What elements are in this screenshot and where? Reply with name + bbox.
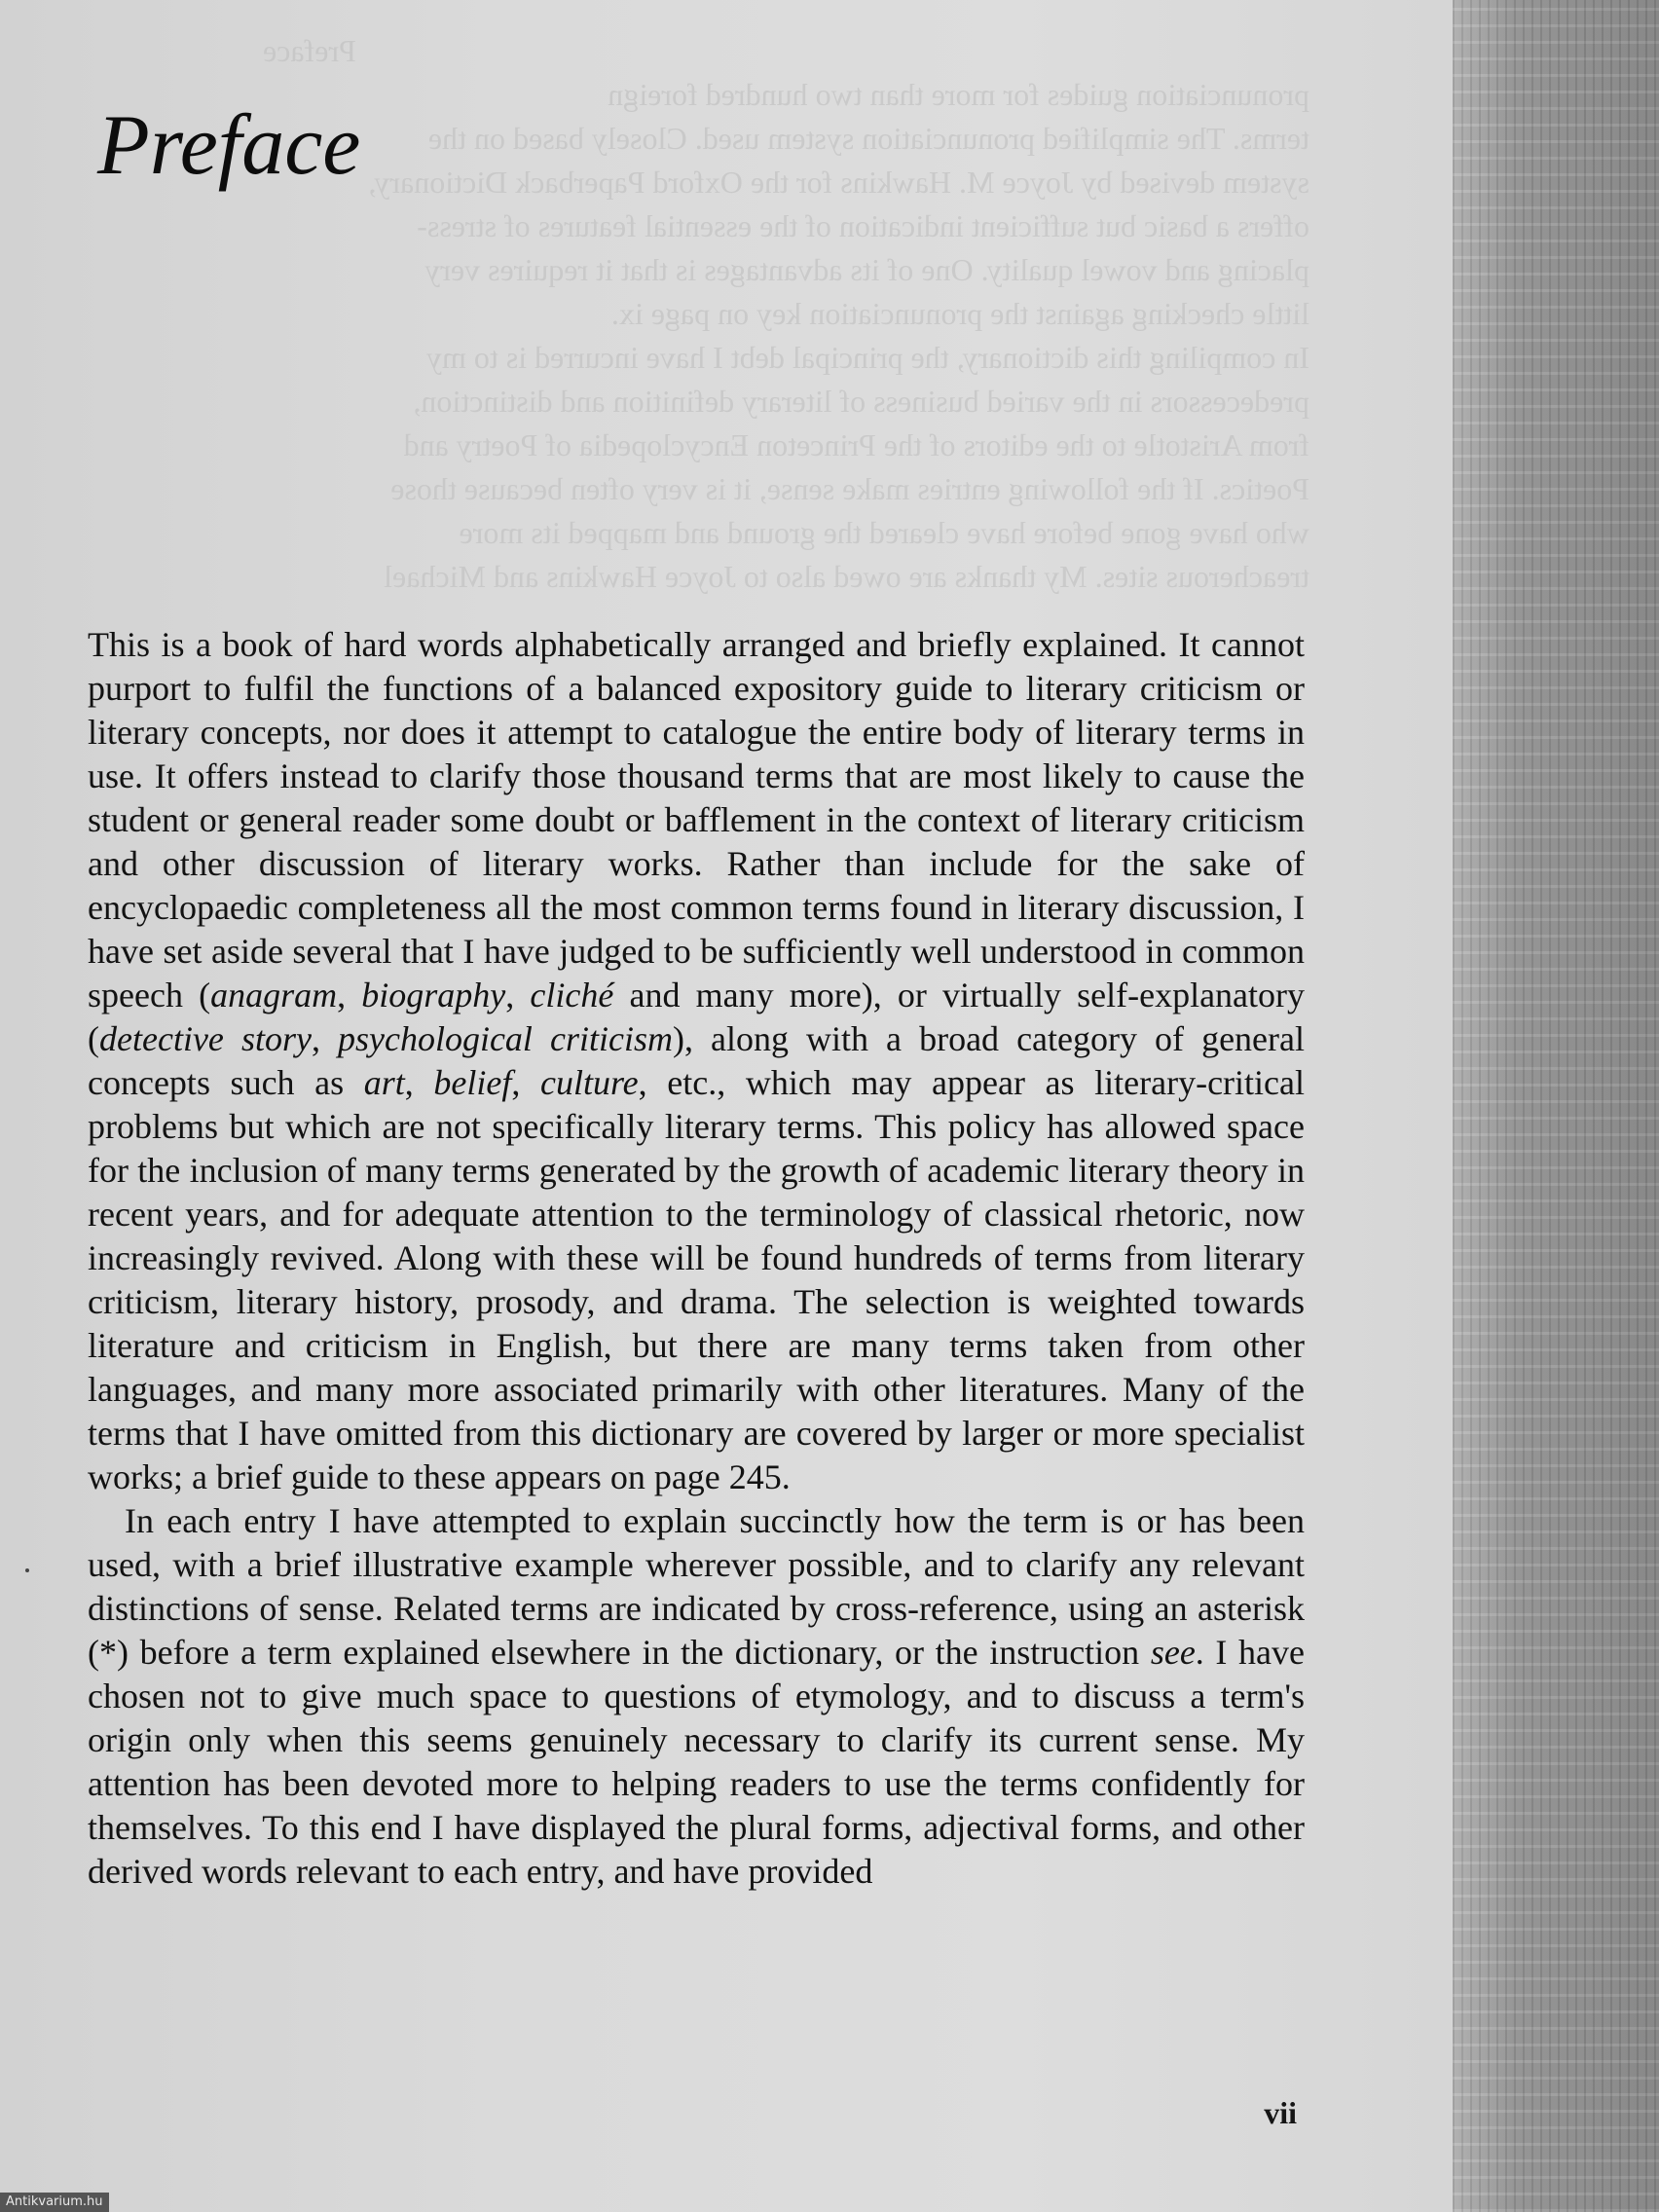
italic-term: psychological criticism <box>337 1019 673 1058</box>
text-run: , <box>311 1019 338 1058</box>
show-through-line: predecessors in the varied business of literary definition and distinction, <box>413 384 1309 419</box>
show-through-line: terms. The simplified pronunciation system used. Closely based on the <box>427 121 1309 156</box>
show-through-lines <box>263 73 1309 599</box>
text-run: , <box>511 1063 540 1102</box>
background-surface <box>1453 0 1659 2212</box>
italic-term: culture <box>540 1063 639 1102</box>
preface-body <box>88 623 1305 1894</box>
page-number: vii <box>1264 2095 1297 2130</box>
italic-term: biography <box>361 976 506 1014</box>
text-run: , etc., which may appear as literary-critical problems but which are not specifically literary terms. This policy has allowed space for the inclusion of many terms generated by the growth of academic literary theory in recent years, and for adequate attention to the terminology of classical rhetoric, now increasingly revived. Along with these will be found hundreds of terms from literary criticism, literary history, prosody, and drama. The selection is weighted towards literature and criticism in English, but there are many terms taken from other languages, and many more associated primarily with other literatures. Many of the terms that I have omitted from this dictionary are covered by larger or more specialist works; a brief guide to these appears on page 245. <box>88 1063 1306 1496</box>
show-through-line: from Aristotle to the editors of the Princeton Encyclopedia of Poetry and <box>403 427 1309 462</box>
show-through-line: who have gone before have cleared the ground and mapped its more <box>459 515 1309 550</box>
text-run: In each entry I have attempted to explain succinctly how the term is or has been used, with a brief illustrative example wherever possible, and to clarify any relevant distinctions of sense. Related terms are indicated by cross-reference, using an asterisk (*) before a term explained elsewhere in the dictionary, or the instruction <box>88 1501 1305 1672</box>
italic-term: anagram <box>210 976 338 1014</box>
italic-term: art <box>363 1063 405 1102</box>
text-run: ), along with a broad category of general concepts such as <box>88 1019 1305 1102</box>
italic-term: belief <box>433 1063 512 1102</box>
show-through-line: system devised by Joyce M. Hawkins for the Oxford Paperback Dictionary, <box>368 165 1309 200</box>
show-through-line: placing and vowel quality. One of its advantages is that it requires very <box>424 252 1309 287</box>
show-through-text <box>263 29 1309 613</box>
text-run: . I have chosen not to give much space to questions of etymology, and to discuss a term's origin only when this seems genuinely necessary to clarify its current sense. My attention has been devoted more to helping readers to use the terms confidently for themselves. To this end I have displayed the plural forms, adjectival forms, and other derived words relevant to each entry, and have provided <box>88 1633 1306 1891</box>
text-run: and many more), or virtually self-explanatory ( <box>88 976 1306 1058</box>
italic-term: see <box>1150 1633 1196 1672</box>
show-through-line: In compiling this dictionary, the principal debt I have incurred is to my <box>425 340 1309 375</box>
show-through-line: little checking against the pronunciation key on page ix. <box>610 296 1309 331</box>
body-paragraph <box>88 1499 1305 1894</box>
italic-term: detective story <box>99 1019 312 1058</box>
italic-term: cliché <box>530 976 614 1014</box>
show-through-header: Preface <box>263 33 356 68</box>
show-through-line: treacherous sites. My thanks are owed also to Joyce Hawkins and Michael <box>384 559 1309 594</box>
text-run: , <box>404 1063 434 1102</box>
page-title: Preface <box>97 98 361 193</box>
body-paragraph <box>88 623 1305 1499</box>
text-run: , <box>337 976 362 1014</box>
ink-speck <box>25 1568 29 1572</box>
show-through-line: offers a basic but sufficient indication of the essential features of stress- <box>417 208 1309 243</box>
watermark-label: Antikvarium.hu <box>0 2193 109 2212</box>
text-run: This is a book of hard words alphabetically arranged and briefly explained. It cannot purport to fulfil the functions of a balanced expository guide to literary criticism or literary concepts, nor does it attempt to catalogue the entire body of literary terms in use. It offers instead to clarify those thousand terms that are most likely to cause the student or general reader some doubt or bafflement in the context of literary criticism and other discussion of literary works. Rather than include for the sake of encyclopaedic completeness all the most common terms found in literary discussion, I have set aside several that I have judged to be sufficiently well understood in common speech ( <box>88 625 1305 1014</box>
text-run: , <box>505 976 531 1014</box>
show-through-line: pronunciation guides for more than two hundred foreign <box>608 77 1309 112</box>
show-through-line: Poetics. If the following entries make sense, it is very often because those <box>390 471 1309 506</box>
